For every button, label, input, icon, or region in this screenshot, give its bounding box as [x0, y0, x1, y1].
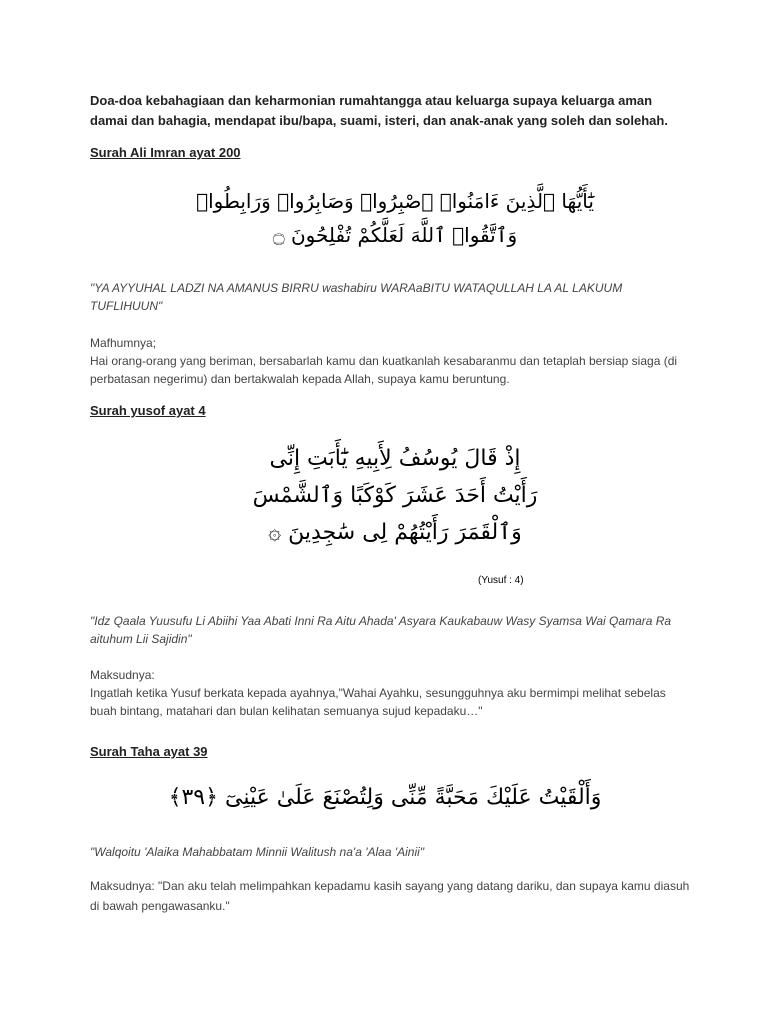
arabic-line: إِذْ قَالَ يُوسُفُ لِأَبِيهِ يَٰٓأَبَتِ إِنِّى: [269, 446, 521, 471]
transliteration-yusof: "Idz Qaala Yuusufu Li Abiihi Yaa Abati Inni Ra Aitu Ahada' Asyara Kaukabauw Wasy Syamsa Wai Qamara Ra aituhum Lii Sajidin": [90, 614, 672, 646]
meaning-yusof: [90, 666, 690, 720]
arabic-line: يَٰٓأَيُّهَا ٱلَّذِينَ ءَامَنُوا۟ ٱصْبِرُوا۟ وَصَابِرُوا۟ وَرَابِطُوا۟: [196, 189, 594, 213]
meaning-text: Hai orang-orang yang beriman, bersabarlah kamu dan kuatkanlah kesabaranmu dan tetaplah bersiap siaga (di perbatasan negerimu) dan bertakwalah kepada Allah, supaya kamu beruntung.: [90, 354, 678, 386]
meaning-label: Maksudnya:: [90, 668, 155, 682]
arabic-verse-taha: [145, 783, 625, 813]
meaning-taha: Maksudnya: "Dan aku telah melimpahkan kepadamu kasih sayang yang datang dariku, dan supaya kamu diasuh di bawah pengawasanku.": [90, 879, 690, 913]
intro-paragraph: Doa-doa kebahagiaan dan keharmonian rumahtangga atau keluarga supaya keluarga aman damai dan bahagia, mendapat ibu/bapa, suami, isteri, dan anak-anak yang soleh dan solehah.: [90, 93, 668, 128]
transliteration-ali-imran: "YA AYYUHAL LADZI NA AMANUS BIRRU washabiru WARAaBITU WATAQULLAH LA AL LAKUUM TUFLIHUUN": [90, 281, 623, 313]
arabic-line: وَٱلْقَمَرَ رَأَيْتُهُمْ لِى سَٰجِدِينَ ۞: [268, 520, 522, 545]
arabic-verse-yusof: [230, 440, 560, 551]
arabic-line: وَٱتَّقُوا۟ ٱللَّهَ لَعَلَّكُمْ تُفْلِحُونَ ۝: [272, 223, 518, 247]
section-heading-yusof: Surah yusof ayat 4: [90, 403, 206, 418]
meaning-ali-imran: [90, 334, 690, 388]
meaning-text: Ingatlah ketika Yusuf berkata kepada ayahnya,"Wahai Ayahku, sesungguhnya aku bermimpi melihat sebelas buah bintang, matahari dan bulan kelihatan semuanya sujud kepadaku…": [90, 686, 666, 718]
section-heading-ali-imran: Surah Ali Imran ayat 200: [90, 145, 241, 160]
section-heading-taha: Surah Taha ayat 39: [90, 744, 208, 759]
arabic-line: وَأَلْقَيْتُ عَلَيْكَ مَحَبَّةً مِّنِّى وَلِتُصْنَعَ عَلَىٰ عَيْنِىٓ ﴿٣٩﴾: [168, 785, 602, 810]
verse-reference: (Yusuf : 4): [478, 575, 524, 586]
arabic-verse-ali-imran: [185, 184, 605, 252]
arabic-line: رَأَيْتُ أَحَدَ عَشَرَ كَوْكَبًا وَٱلشَّمْسَ: [252, 483, 538, 508]
meaning-label: Mafhumnya;: [90, 336, 157, 350]
transliteration-taha: "Walqoitu 'Alaika Mahabbatam Minnii Walitush na'a 'Alaa 'Ainii": [90, 845, 425, 859]
